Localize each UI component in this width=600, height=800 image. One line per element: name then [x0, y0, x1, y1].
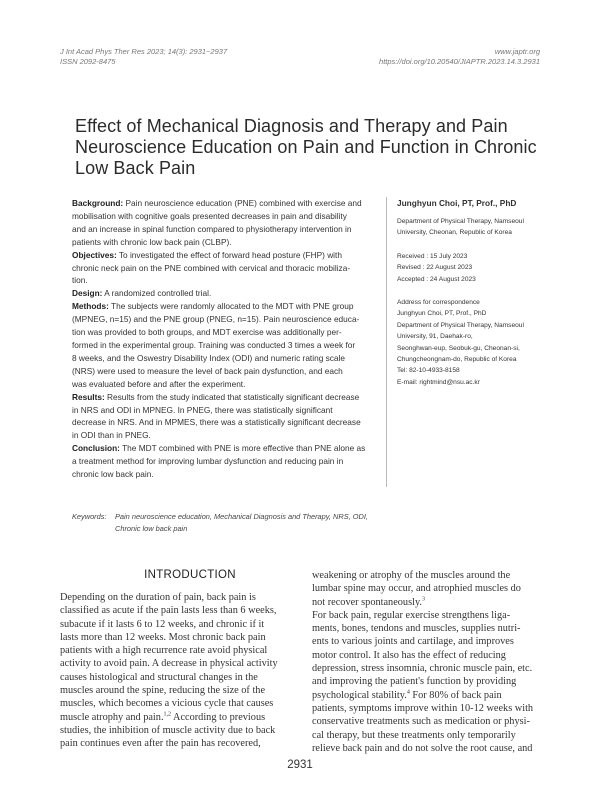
abstract-background [72, 197, 378, 249]
keywords-label: Keywords: [72, 512, 107, 521]
body-line: muscles around the spine, reducing the size of the [60, 685, 266, 697]
abstract-methods [72, 300, 378, 390]
body-line: activity to avoid pain. A decrease in physical activity [60, 658, 278, 670]
body-line: weakening or atrophy of the muscles around the [312, 570, 511, 581]
revised-date: Revised : 22 August 2023 [397, 264, 473, 272]
correspondence-line: Junghyun Choi, PT, Prof., PhD [397, 310, 487, 318]
body-line: lumbar spine may occur, and atrophied muscles do [312, 583, 521, 595]
body-line: causes histological and structural changes in the [60, 671, 258, 683]
body-line: ents to various joints and cartilage, and improves [312, 636, 514, 648]
body-line: motor control. It also has the effect of reducing [312, 649, 506, 661]
results-text: Results from the study indicated that statistically significant decrease [104, 391, 360, 402]
body-line: pain continues even after the pain has recovered, [60, 738, 261, 750]
body-line: patients with a high recurrence rate avoid physical [60, 645, 268, 657]
correspondence-email[interactable]: E-mail: rightmind@nsu.ac.kr [397, 378, 480, 386]
methods-text: formed in the experimental group. Training was conducted 3 times a week for [72, 339, 356, 350]
introduction-heading: INTRODUCTION [144, 569, 236, 581]
background-text: and an increase in spinal function compared to physiotherapy intervention in [72, 223, 352, 234]
abstract-conclusion [72, 442, 378, 481]
methods-text: (MPNEG, n=15) and the PNE group (PNEG, n=15). Pain neuroscience educa- [72, 314, 360, 325]
conclusion-text: a treatment method for improving lumbar dysfunction and reducing pain in [72, 456, 344, 467]
objectives-text: tion. [72, 275, 88, 286]
methods-text: 8 weeks, and the Oswestry Disability Index (ODI) and numeric rating scale [72, 352, 345, 363]
affiliation-line: University, Cheonan, Republic of Korea [397, 229, 512, 237]
body-line: not recover spontaneously. [312, 596, 422, 608]
methods-text: (NRS) were used to measure the level of back pain dysfunction, and each [72, 365, 343, 376]
abstract-design [72, 287, 378, 300]
body-line: Depending on the duration of pain, back pain is [60, 592, 256, 603]
body-line: For 80% of back pain [409, 689, 502, 701]
keywords-line: Pain neuroscience education, Mechanical Diagnosis and Therapy, NRS, ODI, [115, 512, 368, 521]
body-column-right [312, 569, 533, 755]
background-text: mobilisation with cognitive goals presented decreases in pain and disability [72, 210, 347, 221]
correspondence-line: Department of Physical Therapy, Namseoul [397, 321, 524, 329]
background-text: Pain neuroscience education (PNE) combined with exercise and [123, 198, 362, 208]
design-text: A randomized controlled trial. [102, 288, 212, 299]
accepted-date: Accepted : 24 August 2023 [397, 275, 476, 283]
body-line: lasts more than 12 weeks. Most chronic back pain [60, 631, 266, 643]
body-line: psychological stability. [312, 689, 407, 701]
body-line: subacute if it lasts 6 to 12 weeks, and chronic if it [60, 618, 265, 630]
citation-ref[interactable]: 4 [406, 689, 410, 696]
title-line: Low Back Pain [75, 158, 196, 178]
body-line: relieve back pain and do not solve the root cause, and [312, 742, 533, 754]
article-title [75, 116, 545, 179]
body-line: According to previous [171, 711, 266, 723]
affiliation-line: Department of Physical Therapy, Namseoul [397, 218, 524, 225]
body-line: cal therapy, but these treatments only temporarily [312, 729, 516, 741]
body-line: For back pain, regular exercise strengthens liga- [312, 609, 511, 621]
doi-link[interactable]: https://doi.org/10.20540/JIAPTR.2023.14.3.2931 [379, 57, 540, 66]
correspondence-line: Chungcheongnam-do, Republic of Korea [397, 356, 517, 364]
title-line: Effect of Mechanical Diagnosis and Therapy and Pain [75, 116, 508, 136]
abstract-results [72, 391, 378, 443]
results-label: Results: [72, 391, 105, 402]
column-divider [386, 197, 387, 487]
keywords-line: Chronic low back pain [115, 524, 188, 533]
body-line: studies, the inhibition of muscle activity due to back [60, 724, 276, 736]
article-info-sidebar [397, 197, 557, 388]
citation-ref[interactable]: 3 [422, 596, 425, 603]
page-number: 2931 [287, 759, 313, 771]
methods-text: tion was provided to both groups, and MDT exercise was additionally per- [72, 327, 342, 338]
methods-label: Methods: [72, 301, 109, 312]
design-label: Design: [72, 288, 103, 299]
objectives-text: To investigated the effect of forward head posture (FHP) with [116, 249, 342, 260]
body-line: classified as acute if the pain lasts less than 6 weeks, [60, 605, 277, 617]
journal-site-link[interactable]: www.japtr.org [494, 47, 540, 56]
body-column-left [60, 591, 278, 751]
correspondence-line: Seonghwan-eup, Seobuk-gu, Cheonan-si, [397, 344, 520, 352]
received-date: Received : 15 July 2023 [397, 252, 468, 260]
abstract-objectives [72, 249, 378, 288]
citation-ref[interactable]: 1,2 [163, 711, 172, 718]
results-text: in NRS and ODI in MPNEG. In PNEG, there was statistically significant [72, 404, 333, 415]
correspondence-line: University, 91, Daehak-ro, [397, 333, 473, 341]
results-text: decrease in NRS. And in MPMES, there was a statistically significant decrease [72, 417, 361, 428]
conclusion-label: Conclusion: [72, 443, 120, 454]
title-line: Neuroscience Education on Pain and Function in Chronic [75, 137, 537, 157]
correspondence-label: Address for correspondence [397, 299, 480, 307]
author-name: Junghyun Choi, PT, Prof., PhD [397, 198, 517, 208]
journal-header [60, 47, 227, 67]
objectives-text: chronic neck pain on the PNE combined with cervical and thoracic mobiliza- [72, 262, 351, 273]
body-line: muscle atrophy and pain. [60, 711, 164, 723]
background-label: Background: [72, 198, 124, 208]
abstract [72, 197, 378, 481]
body-line: patients, symptoms improve within 10-12 weeks with [312, 702, 534, 714]
results-text: in ODI than in PNEG. [72, 430, 151, 441]
journal-links [379, 47, 540, 67]
methods-text: The subjects were randomly allocated to the MDT with PNE group [108, 301, 354, 312]
body-line: ments, bones, tendons and muscles, supplies nutri- [312, 623, 521, 635]
correspondence-phone: Tel: 82-10-4933-8158 [397, 367, 460, 375]
body-line: and improving the patient's function by providing [312, 676, 517, 688]
methods-text: was evaluated before and after the experiment. [72, 378, 246, 389]
conclusion-text: The MDT combined with PNE is more effective than PNE alone as [119, 443, 366, 454]
issn: ISSN 2092-8475 [60, 57, 116, 66]
body-line: muscles, which becomes a vicious cycle that causes [60, 698, 274, 710]
background-text: patients with chronic low back pain (CLBP). [72, 236, 232, 247]
conclusion-text: chronic low back pain. [72, 469, 154, 480]
body-line: conservative treatments such as medication or physi- [312, 716, 530, 728]
body-line: depression, stress insomnia, chronic muscle pain, etc. [312, 663, 533, 675]
objectives-label: Objectives: [72, 249, 117, 260]
journal-citation: J Int Acad Phys Ther Res 2023; 14(3): 2931~2937 [60, 47, 228, 56]
